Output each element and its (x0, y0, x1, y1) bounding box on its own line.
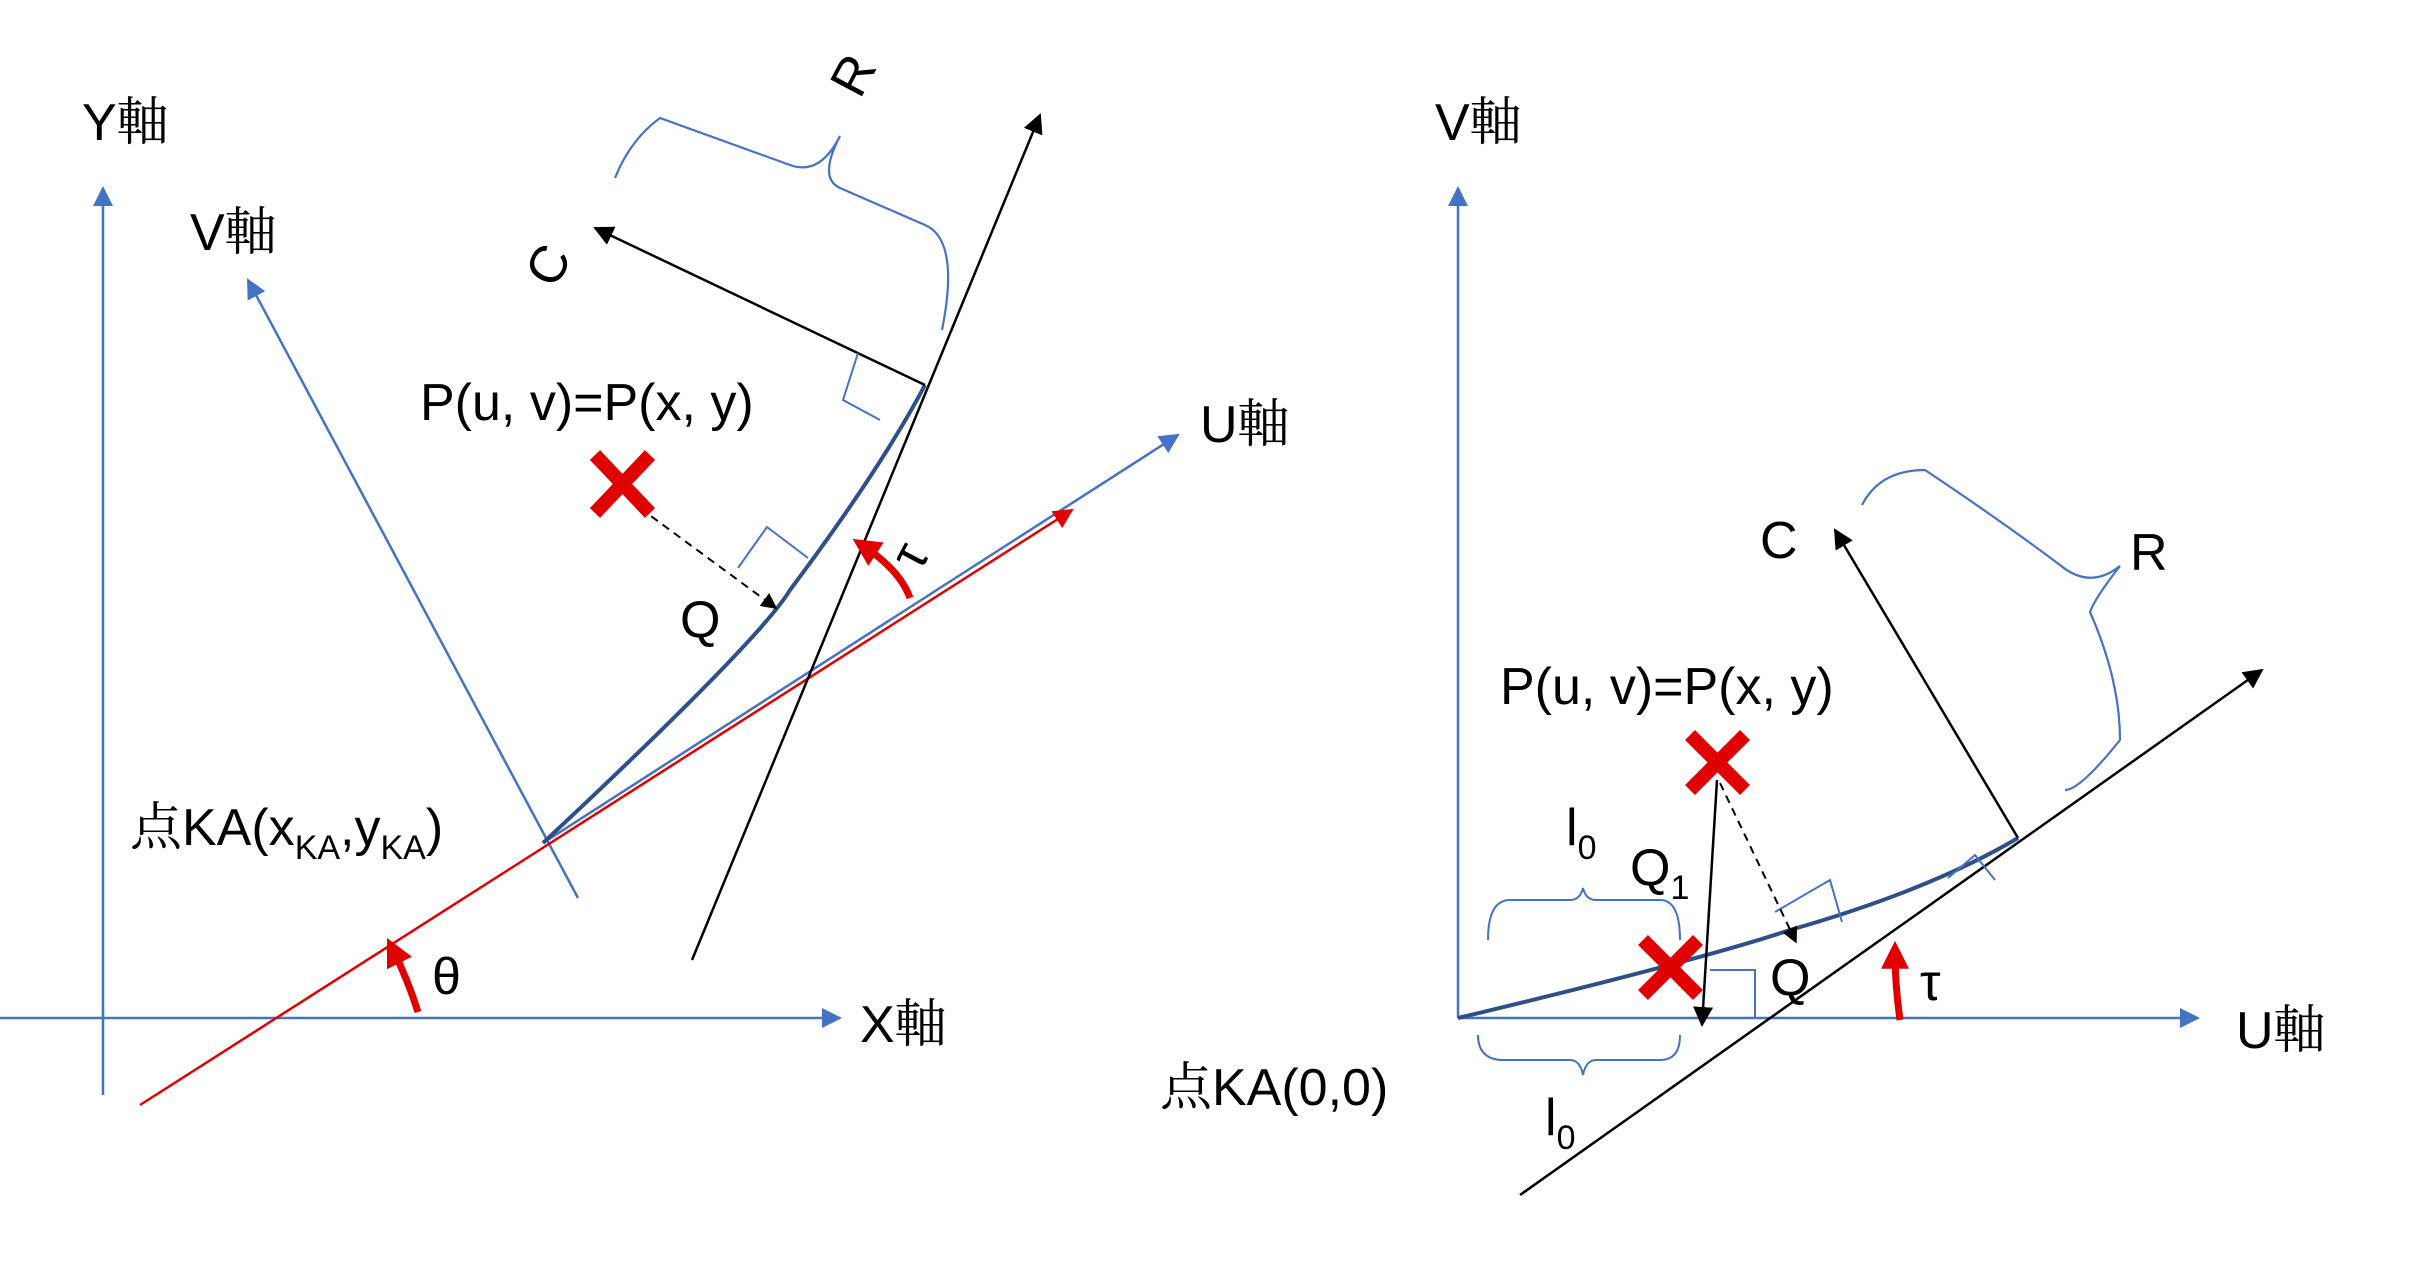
v-axis-line (248, 280, 578, 898)
l0-top-base: l (1566, 799, 1578, 857)
radius-brace (615, 118, 948, 330)
l0-bottom-base: l (1545, 1089, 1557, 1147)
tangent-line (692, 115, 1040, 960)
tangent-line-right (1520, 670, 2262, 1195)
y-axis-label: Y軸 (82, 94, 169, 152)
tau-label-left: τ (879, 533, 941, 579)
l0-top-label (1566, 799, 1596, 867)
point-p-label-right: P(u, v)=P(x, y) (1500, 658, 1834, 716)
tau-arc-right (1895, 952, 1900, 1020)
right-angle-marker-q1 (1710, 970, 1755, 1018)
point-q1-marker (1643, 940, 1698, 995)
q1-base: Q (1630, 839, 1671, 897)
theta-arc (392, 948, 418, 1012)
point-p-marker (595, 455, 650, 513)
point-p-label-left: P(u, v)=P(x, y) (420, 374, 754, 432)
v-axis-label-right: V軸 (1435, 94, 1522, 152)
radius-label-left: R (819, 45, 889, 106)
point-ka-label-left (130, 799, 443, 867)
point-ka-suffix: ) (425, 799, 444, 857)
radius-brace-right (1862, 470, 2120, 790)
point-ka-mid: ,y (340, 799, 381, 857)
l0-bottom-sub: 0 (1556, 1119, 1576, 1157)
x-axis-label: X軸 (860, 996, 947, 1054)
u-axis-label-left: U軸 (1200, 396, 1290, 454)
l0-top-sub: 0 (1577, 829, 1597, 867)
radius-line (595, 228, 925, 385)
point-c-label-left: C (514, 235, 584, 296)
u-axis-label-right: U軸 (2236, 1002, 2326, 1060)
q1-label (1630, 839, 1689, 907)
p-to-q-dashed-right (1720, 783, 1796, 942)
point-q-label-right: Q (1770, 949, 1811, 1007)
tau-label-right: τ (1920, 954, 1941, 1012)
point-ka-label-right: 点KA(0,0) (1160, 1059, 1389, 1117)
point-ka-prefix: 点KA(x (130, 799, 295, 857)
point-q-label-left: Q (680, 591, 721, 649)
point-c-label-right: C (1760, 512, 1798, 570)
p-to-q1-line (1702, 780, 1717, 1025)
radius-label-right: R (2130, 524, 2168, 582)
theta-label: θ (432, 948, 461, 1006)
radius-line-right (1835, 530, 2018, 838)
left-diagram (0, 45, 1290, 1105)
v-axis-label-left: V軸 (190, 204, 277, 262)
point-ka-sub2: KA (380, 829, 426, 867)
l0-bottom-brace (1478, 1035, 1680, 1075)
right-angle-marker-c (843, 353, 880, 420)
q1-sub: 1 (1670, 869, 1690, 907)
right-diagram (1160, 94, 2326, 1195)
l0-bottom-label (1545, 1089, 1575, 1157)
point-ka-sub1: KA (294, 829, 341, 867)
right-angle-marker-q (738, 527, 808, 568)
